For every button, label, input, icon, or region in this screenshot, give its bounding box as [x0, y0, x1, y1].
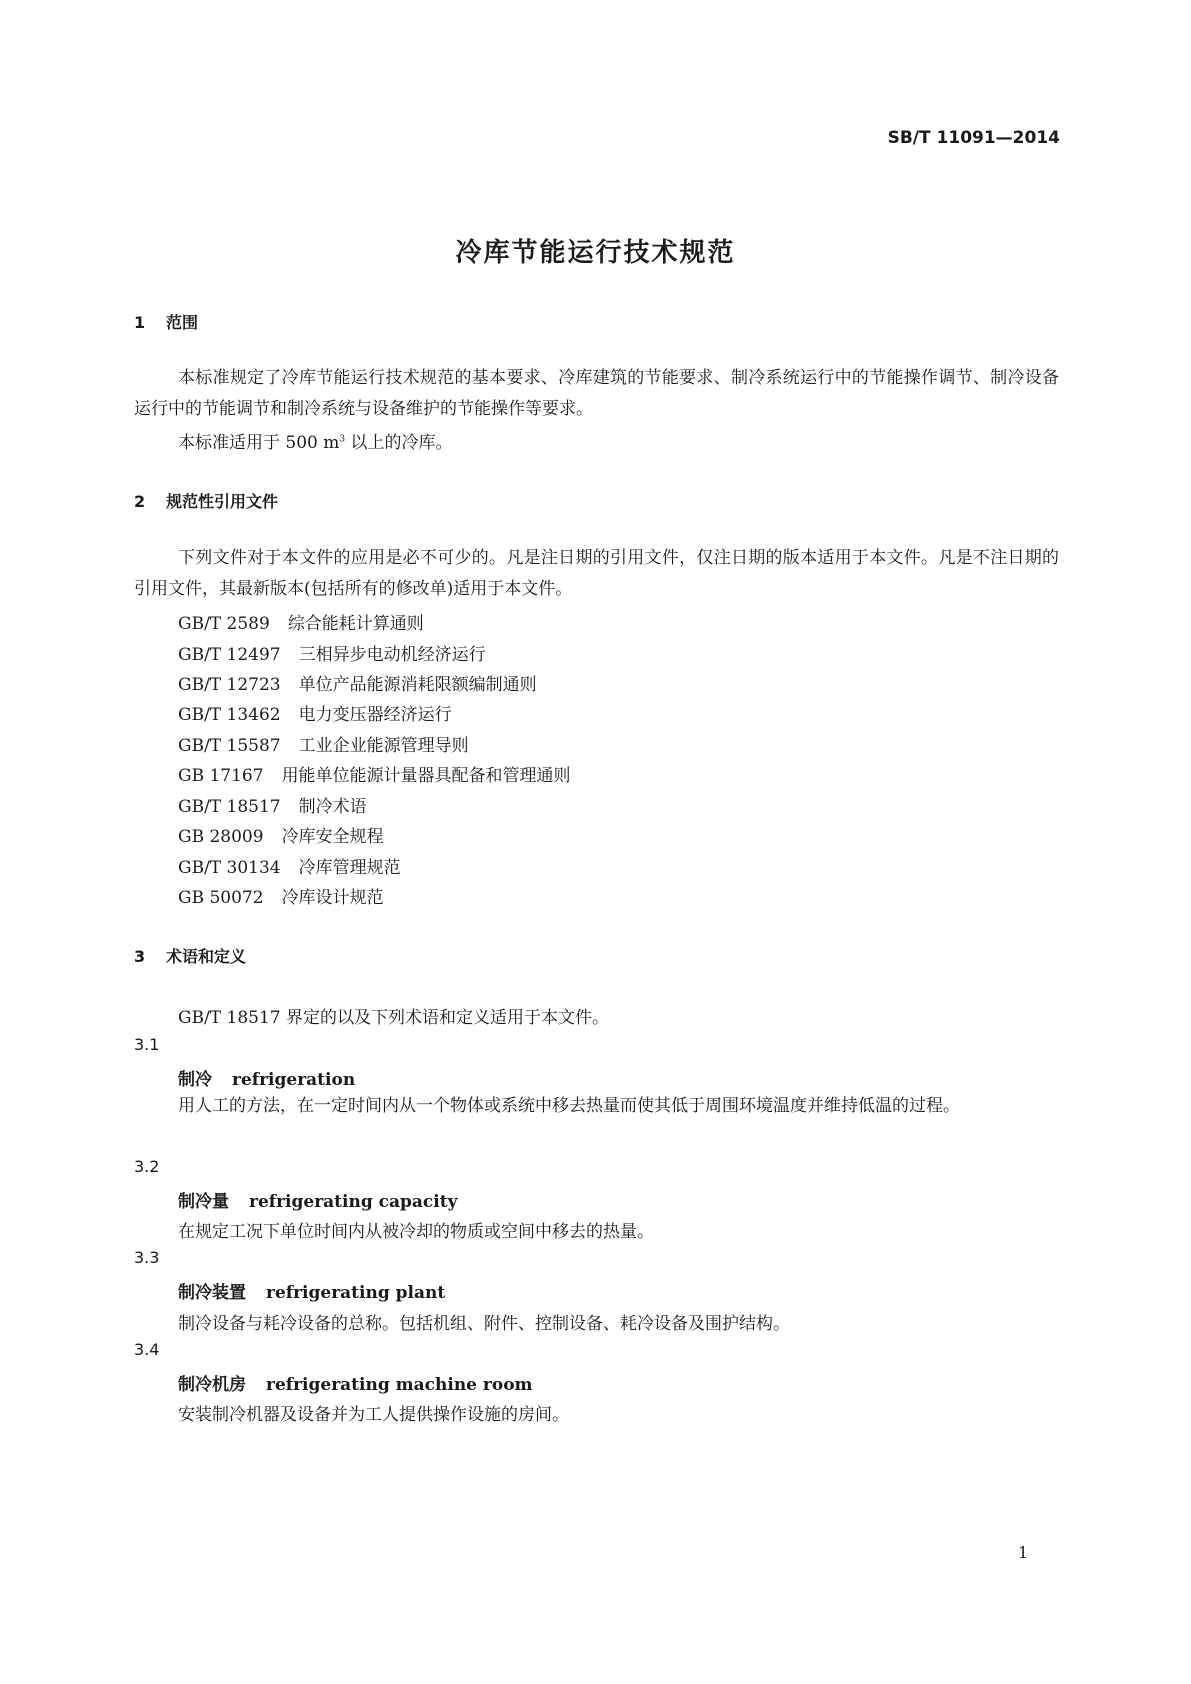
section-number: 2 — [134, 492, 146, 511]
section-2-intro: 下列文件对于本文件的应用是必不可少的。凡是注日期的引用文件，仅注日期的版本适用于本文件。凡是不注日期的引用文件，其最新版本(包括所有的修改单)适用于本文件。 — [134, 548, 1059, 599]
reference-item — [178, 761, 571, 786]
section-1-heading — [134, 310, 198, 333]
term-definition: 在规定工况下单位时间内从被冷却的物质或空间中移去的热量。 — [178, 1222, 654, 1242]
term-zh: 制冷机房 — [178, 1375, 246, 1395]
reference-title: 制冷术语 — [298, 797, 367, 817]
section-title: 术语和定义 — [166, 947, 247, 966]
reference-item — [178, 670, 537, 695]
reference-item — [178, 640, 486, 665]
reference-title: 冷库安全规程 — [281, 827, 384, 847]
term-heading — [178, 1187, 457, 1212]
term-heading — [178, 1278, 445, 1303]
reference-code: GB/T 15587 — [178, 736, 281, 756]
reference-item — [178, 609, 424, 634]
reference-title: 工业企业能源管理导则 — [298, 736, 469, 756]
reference-title: 三相异步电动机经济运行 — [298, 645, 486, 665]
section-title: 规范性引用文件 — [166, 492, 279, 511]
reference-title: 单位产品能源消耗限额编制通则 — [298, 675, 537, 695]
reference-title: 冷库管理规范 — [298, 858, 401, 878]
term-en: refrigeration — [232, 1070, 356, 1090]
reference-code: GB/T 12723 — [178, 675, 281, 695]
reference-code: GB 50072 — [178, 888, 264, 908]
clause-number: 3.3 — [134, 1248, 160, 1267]
reference-item — [178, 792, 367, 817]
reference-code: GB/T 18517 — [178, 797, 281, 817]
reference-item — [178, 883, 384, 908]
term-en: refrigerating capacity — [249, 1192, 458, 1212]
term-heading — [178, 1370, 533, 1395]
term-definition: 用人工的方法，在一定时间内从一个物体或系统中移去热量而使其低于周围环境温度并维持低温的过程。 — [178, 1096, 960, 1116]
term-definition: 制冷设备与耗冷设备的总称。包括机组、附件、控制设备、耗冷设备及围护结构。 — [178, 1314, 790, 1334]
reference-code: GB/T 2589 — [178, 614, 270, 634]
reference-item — [178, 731, 469, 756]
reference-title: 电力变压器经济运行 — [298, 705, 452, 725]
document-title: 冷库节能运行技术规范 — [455, 238, 736, 268]
reference-item — [178, 700, 452, 725]
reference-code: GB/T 12497 — [178, 645, 281, 665]
superscript: 3 — [339, 434, 346, 445]
reference-code: GB 17167 — [178, 766, 264, 786]
reference-code: GB/T 13462 — [178, 705, 281, 725]
reference-title: 冷库设计规范 — [281, 888, 384, 908]
section-2-heading — [134, 489, 278, 512]
term-zh: 制冷量 — [178, 1192, 229, 1212]
document-code: SB/T 11091—2014 — [887, 128, 1060, 148]
section-1-paragraph-1: 本标准规定了冷库节能运行技术规范的基本要求、冷库建筑的节能要求、制冷系统运行中的节能操作调节、制冷设备运行中的节能调节和制冷系统与设备维护的节能操作等要求。 — [134, 368, 1059, 419]
term-zh: 制冷 — [178, 1070, 212, 1090]
section-title: 范围 — [166, 313, 199, 332]
term-en: refrigerating machine room — [266, 1375, 533, 1395]
term-heading — [178, 1065, 355, 1090]
reference-item — [178, 822, 384, 847]
term-definition: 安装制冷机器及设备并为工人提供操作设施的房间。 — [178, 1405, 569, 1425]
page-number: 1 — [1018, 1543, 1029, 1562]
term-en: refrigerating plant — [266, 1283, 446, 1303]
scope-text-end: 以上的冷库。 — [345, 433, 453, 453]
clause-number: 3.2 — [134, 1157, 160, 1176]
clause-number: 3.4 — [134, 1340, 160, 1359]
clause-number: 3.1 — [134, 1035, 160, 1054]
reference-code: GB 28009 — [178, 827, 264, 847]
section-number: 1 — [134, 313, 146, 332]
reference-title: 综合能耗计算通则 — [287, 614, 424, 634]
section-1-paragraph-2 — [178, 428, 453, 453]
reference-item — [178, 853, 401, 878]
section-3-heading — [134, 944, 246, 967]
scope-text: 本标准适用于 500 m — [178, 433, 340, 453]
section-number: 3 — [134, 947, 146, 966]
reference-title: 用能单位能源计量器具配备和管理通则 — [281, 766, 571, 786]
term-zh: 制冷装置 — [178, 1283, 246, 1303]
section-3-intro: GB/T 18517 界定的以及下列术语和定义适用于本文件。 — [178, 1008, 610, 1028]
reference-code: GB/T 30134 — [178, 858, 281, 878]
